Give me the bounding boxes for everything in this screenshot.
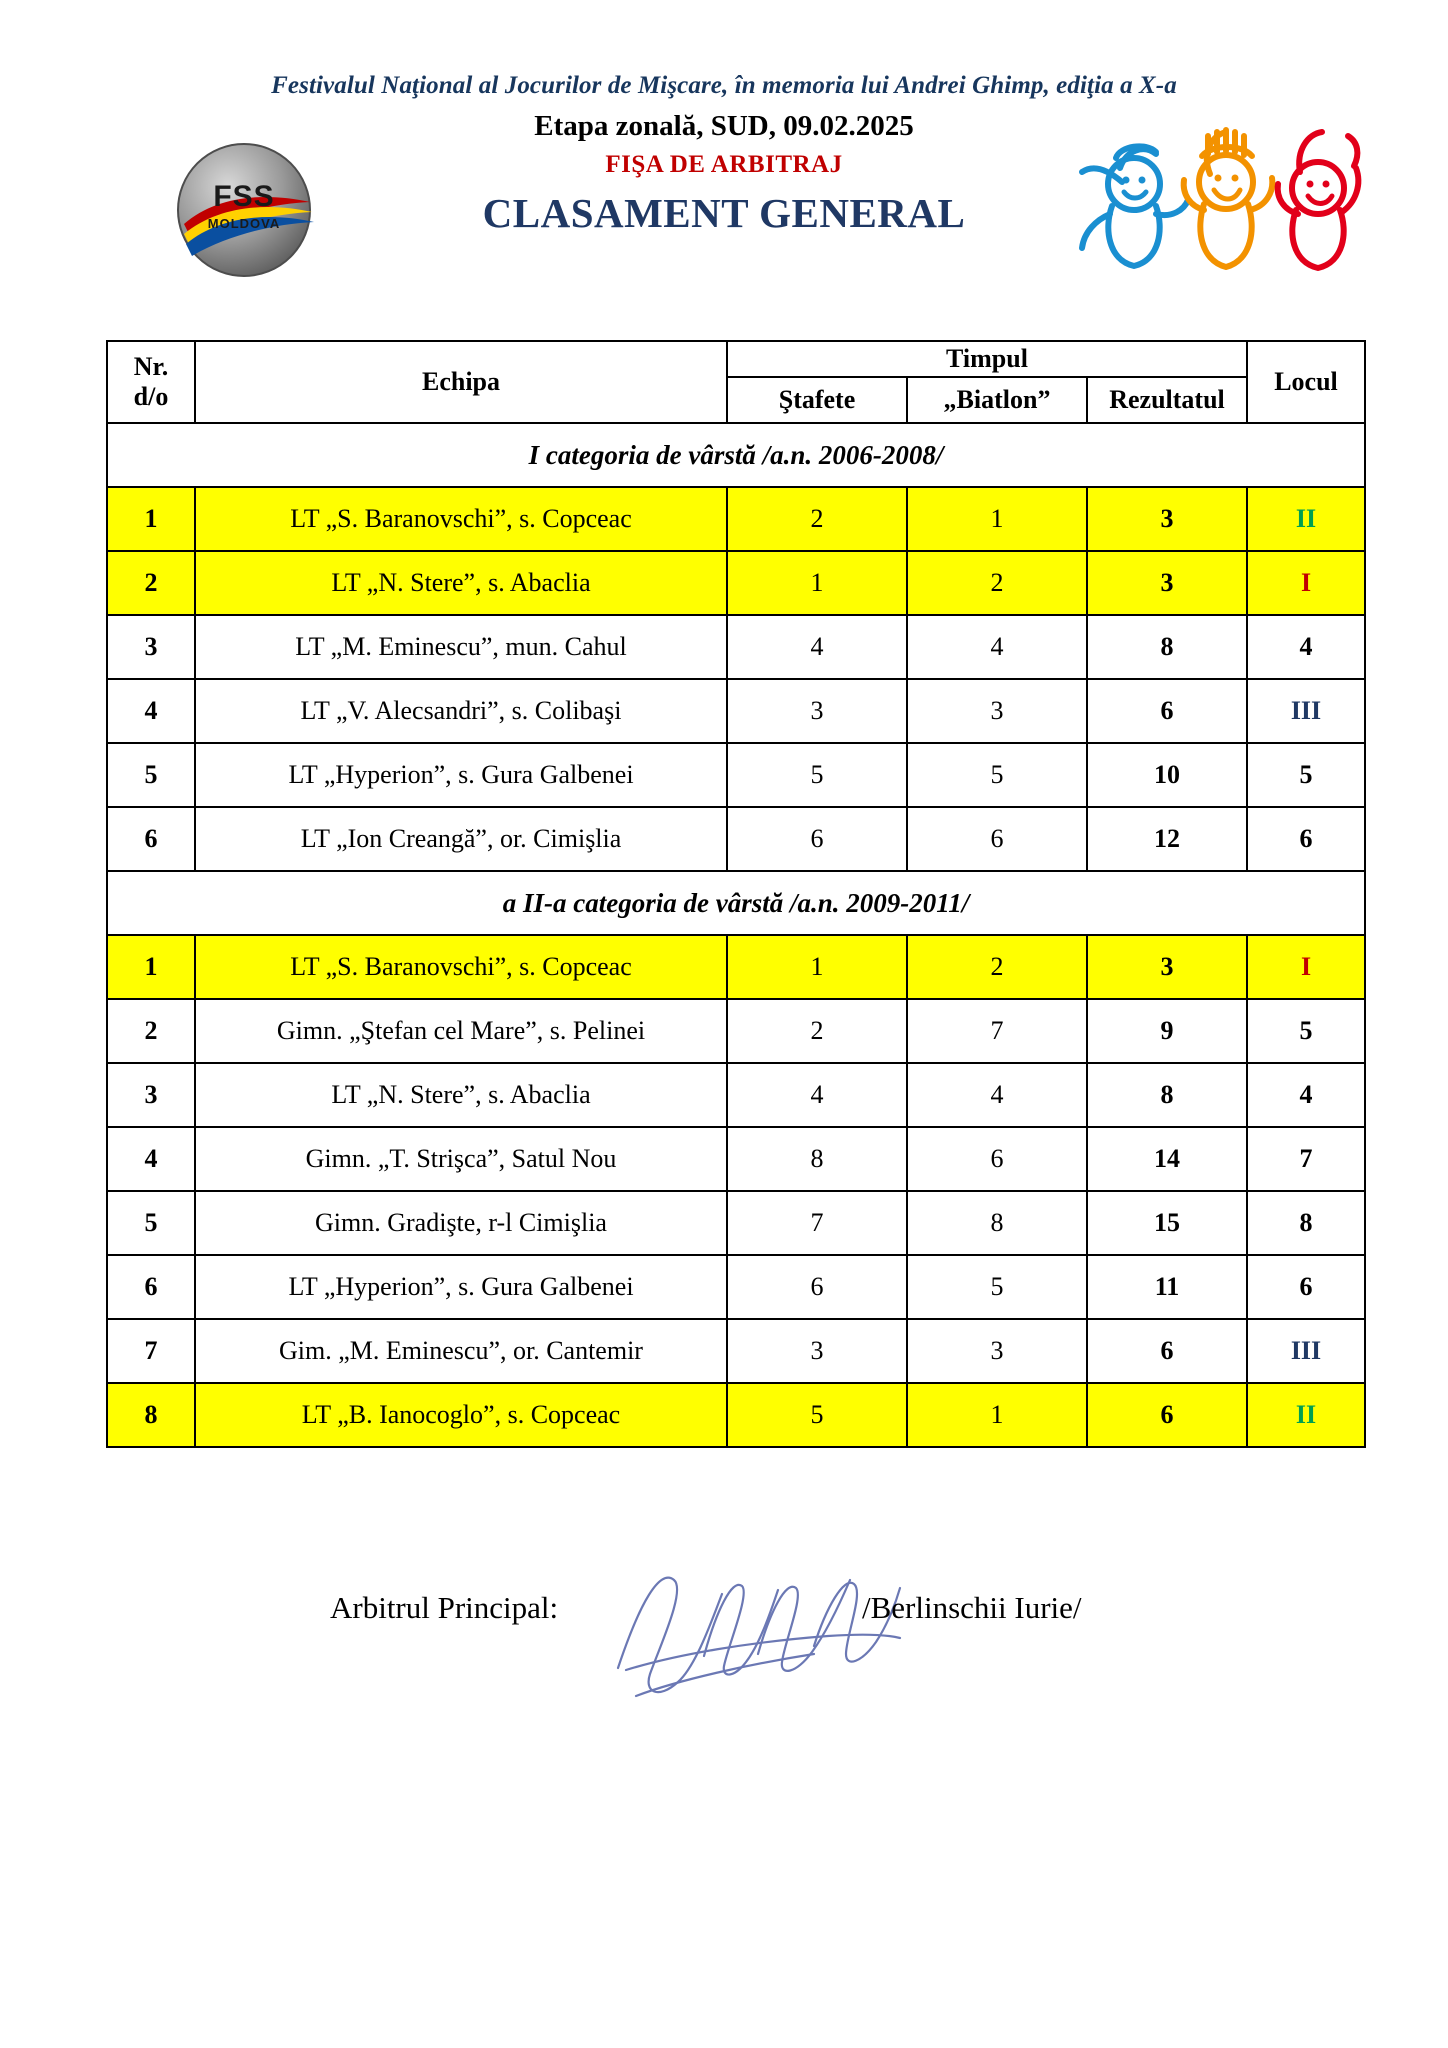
cell-rezultat: 3 <box>1087 551 1247 615</box>
cell-nr: 5 <box>107 743 195 807</box>
referee-name: /Berlinschii Iurie/ <box>862 1590 1082 1625</box>
cell-team: Gimn. „Ştefan cel Mare”, s. Pelinei <box>195 999 727 1063</box>
cell-stafete: 1 <box>727 551 907 615</box>
cell-nr: 7 <box>107 1319 195 1383</box>
col-header-nr-line2: d/o <box>133 382 169 411</box>
cell-biatlon: 8 <box>907 1191 1087 1255</box>
cell-rezultat: 9 <box>1087 999 1247 1063</box>
table-header <box>107 341 1365 423</box>
page-title: CLASAMENT GENERAL <box>482 190 966 236</box>
cell-biatlon: 3 <box>907 1319 1087 1383</box>
cell-nr: 6 <box>107 1255 195 1319</box>
cell-biatlon: 4 <box>907 615 1087 679</box>
cell-loc: 7 <box>1247 1127 1365 1191</box>
cell-biatlon: 6 <box>907 1127 1087 1191</box>
cell-rezultat: 15 <box>1087 1191 1247 1255</box>
cell-team: LT „V. Alecsandri”, s. Colibaşi <box>195 679 727 743</box>
cell-loc: 4 <box>1247 615 1365 679</box>
col-header-team: Echipa <box>195 341 727 423</box>
fss-moldova-logo-icon <box>160 140 328 280</box>
cell-nr: 3 <box>107 615 195 679</box>
cell-biatlon: 5 <box>907 1255 1087 1319</box>
table-row <box>107 1191 1365 1255</box>
cell-rezultat: 6 <box>1087 1383 1247 1447</box>
cell-loc: III <box>1247 679 1365 743</box>
document-header <box>0 0 1448 300</box>
cell-stafete: 2 <box>727 999 907 1063</box>
cell-biatlon: 1 <box>907 1383 1087 1447</box>
cell-nr: 1 <box>107 935 195 999</box>
cell-biatlon: 2 <box>907 935 1087 999</box>
cell-team: LT „S. Baranovschi”, s. Copceac <box>195 935 727 999</box>
cell-stafete: 1 <box>727 935 907 999</box>
cell-biatlon: 6 <box>907 807 1087 871</box>
category-title: a II-a categoria de vârstă /a.n. 2009-2011/ <box>107 871 1365 935</box>
cell-team: Gimn. Gradişte, r-l Cimişlia <box>195 1191 727 1255</box>
cell-stafete: 6 <box>727 1255 907 1319</box>
cell-team: LT „Hyperion”, s. Gura Galbenei <box>195 743 727 807</box>
cell-loc: I <box>1247 935 1365 999</box>
cell-rezultat: 8 <box>1087 615 1247 679</box>
table-row <box>107 615 1365 679</box>
col-header-nr-line1: Nr. <box>133 352 169 382</box>
table-row <box>107 743 1365 807</box>
cell-nr: 1 <box>107 487 195 551</box>
cell-team: Gim. „M. Eminescu”, or. Cantemir <box>195 1319 727 1383</box>
cell-rezultat: 11 <box>1087 1255 1247 1319</box>
cell-biatlon: 4 <box>907 1063 1087 1127</box>
signature-block <box>0 1560 1448 1720</box>
table-row <box>107 999 1365 1063</box>
handwritten-signature-icon <box>600 1550 920 1710</box>
cell-team: LT „S. Baranovschi”, s. Copceac <box>195 487 727 551</box>
col-header-biatlon: „Biatlon” <box>907 377 1087 423</box>
cell-rezultat: 10 <box>1087 743 1247 807</box>
cell-loc: 4 <box>1247 1063 1365 1127</box>
cell-rezultat: 12 <box>1087 807 1247 871</box>
cell-rezultat: 3 <box>1087 935 1247 999</box>
category-header-row <box>107 423 1365 487</box>
cell-team: LT „B. Ianocoglo”, s. Copceac <box>195 1383 727 1447</box>
cell-stafete: 3 <box>727 679 907 743</box>
cell-rezultat: 14 <box>1087 1127 1247 1191</box>
three-snowmen-mascots-icon <box>1060 110 1390 280</box>
cell-nr: 5 <box>107 1191 195 1255</box>
cell-biatlon: 3 <box>907 679 1087 743</box>
cell-nr: 2 <box>107 999 195 1063</box>
cell-biatlon: 7 <box>907 999 1087 1063</box>
cell-stafete: 7 <box>727 1191 907 1255</box>
cell-team: LT „M. Eminescu”, mun. Cahul <box>195 615 727 679</box>
cell-team: LT „N. Stere”, s. Abaclia <box>195 1063 727 1127</box>
cell-team: LT „N. Stere”, s. Abaclia <box>195 551 727 615</box>
cell-nr: 3 <box>107 1063 195 1127</box>
cell-stafete: 2 <box>727 487 907 551</box>
cell-team: Gimn. „T. Strişca”, Satul Nou <box>195 1127 727 1191</box>
cell-nr: 8 <box>107 1383 195 1447</box>
table-row <box>107 1063 1365 1127</box>
referee-label: Arbitrul Principal: <box>330 1590 559 1625</box>
svg-text:MOLDOVA: MOLDOVA <box>207 216 281 231</box>
col-header-rezultatul: Rezultatul <box>1087 377 1247 423</box>
table-row <box>107 1127 1365 1191</box>
col-header-time-group: Timpul <box>727 341 1247 377</box>
cell-loc: 5 <box>1247 999 1365 1063</box>
category-header-row <box>107 871 1365 935</box>
table-row <box>107 1319 1365 1383</box>
table-row <box>107 679 1365 743</box>
festival-title: Festivalul Naţional al Jocurilor de Mişcare, în memoria lui Andrei Ghimp, ediţia a X-a <box>271 72 1177 99</box>
cell-loc: II <box>1247 1383 1365 1447</box>
cell-nr: 2 <box>107 551 195 615</box>
cell-nr: 4 <box>107 1127 195 1191</box>
cell-stafete: 6 <box>727 807 907 871</box>
cell-loc: 5 <box>1247 743 1365 807</box>
stage-subtitle: Etapa zonală, SUD, 09.02.2025 <box>534 110 914 142</box>
table-row <box>107 1255 1365 1319</box>
cell-biatlon: 1 <box>907 487 1087 551</box>
cell-team: LT „Hyperion”, s. Gura Galbenei <box>195 1255 727 1319</box>
results-table-container <box>106 340 1344 1448</box>
cell-loc: III <box>1247 1319 1365 1383</box>
cell-stafete: 5 <box>727 743 907 807</box>
table-row <box>107 551 1365 615</box>
col-header-stafete: Ştafete <box>727 377 907 423</box>
cell-stafete: 5 <box>727 1383 907 1447</box>
cell-loc: 8 <box>1247 1191 1365 1255</box>
table-row <box>107 935 1365 999</box>
cell-rezultat: 8 <box>1087 1063 1247 1127</box>
cell-nr: 6 <box>107 807 195 871</box>
cell-biatlon: 5 <box>907 743 1087 807</box>
results-table <box>106 340 1366 1448</box>
cell-stafete: 4 <box>727 615 907 679</box>
cell-team: LT „Ion Creangă”, or. Cimişlia <box>195 807 727 871</box>
document-type-label: FIŞA DE ARBITRAJ <box>605 151 843 178</box>
cell-stafete: 8 <box>727 1127 907 1191</box>
col-header-place: Locul <box>1247 341 1365 423</box>
cell-rezultat: 6 <box>1087 679 1247 743</box>
table-body <box>107 423 1365 1447</box>
cell-stafete: 4 <box>727 1063 907 1127</box>
cell-biatlon: 2 <box>907 551 1087 615</box>
cell-loc: I <box>1247 551 1365 615</box>
cell-loc: 6 <box>1247 807 1365 871</box>
cell-rezultat: 6 <box>1087 1319 1247 1383</box>
cell-rezultat: 3 <box>1087 487 1247 551</box>
cell-loc: 6 <box>1247 1255 1365 1319</box>
table-header-row-1 <box>107 341 1365 377</box>
table-row <box>107 807 1365 871</box>
table-row <box>107 487 1365 551</box>
cell-loc: II <box>1247 487 1365 551</box>
col-header-nr <box>107 341 195 423</box>
cell-nr: 4 <box>107 679 195 743</box>
svg-text:FSS: FSS <box>213 180 275 213</box>
cell-stafete: 3 <box>727 1319 907 1383</box>
table-row <box>107 1383 1365 1447</box>
category-title: I categoria de vârstă /a.n. 2006-2008/ <box>107 423 1365 487</box>
